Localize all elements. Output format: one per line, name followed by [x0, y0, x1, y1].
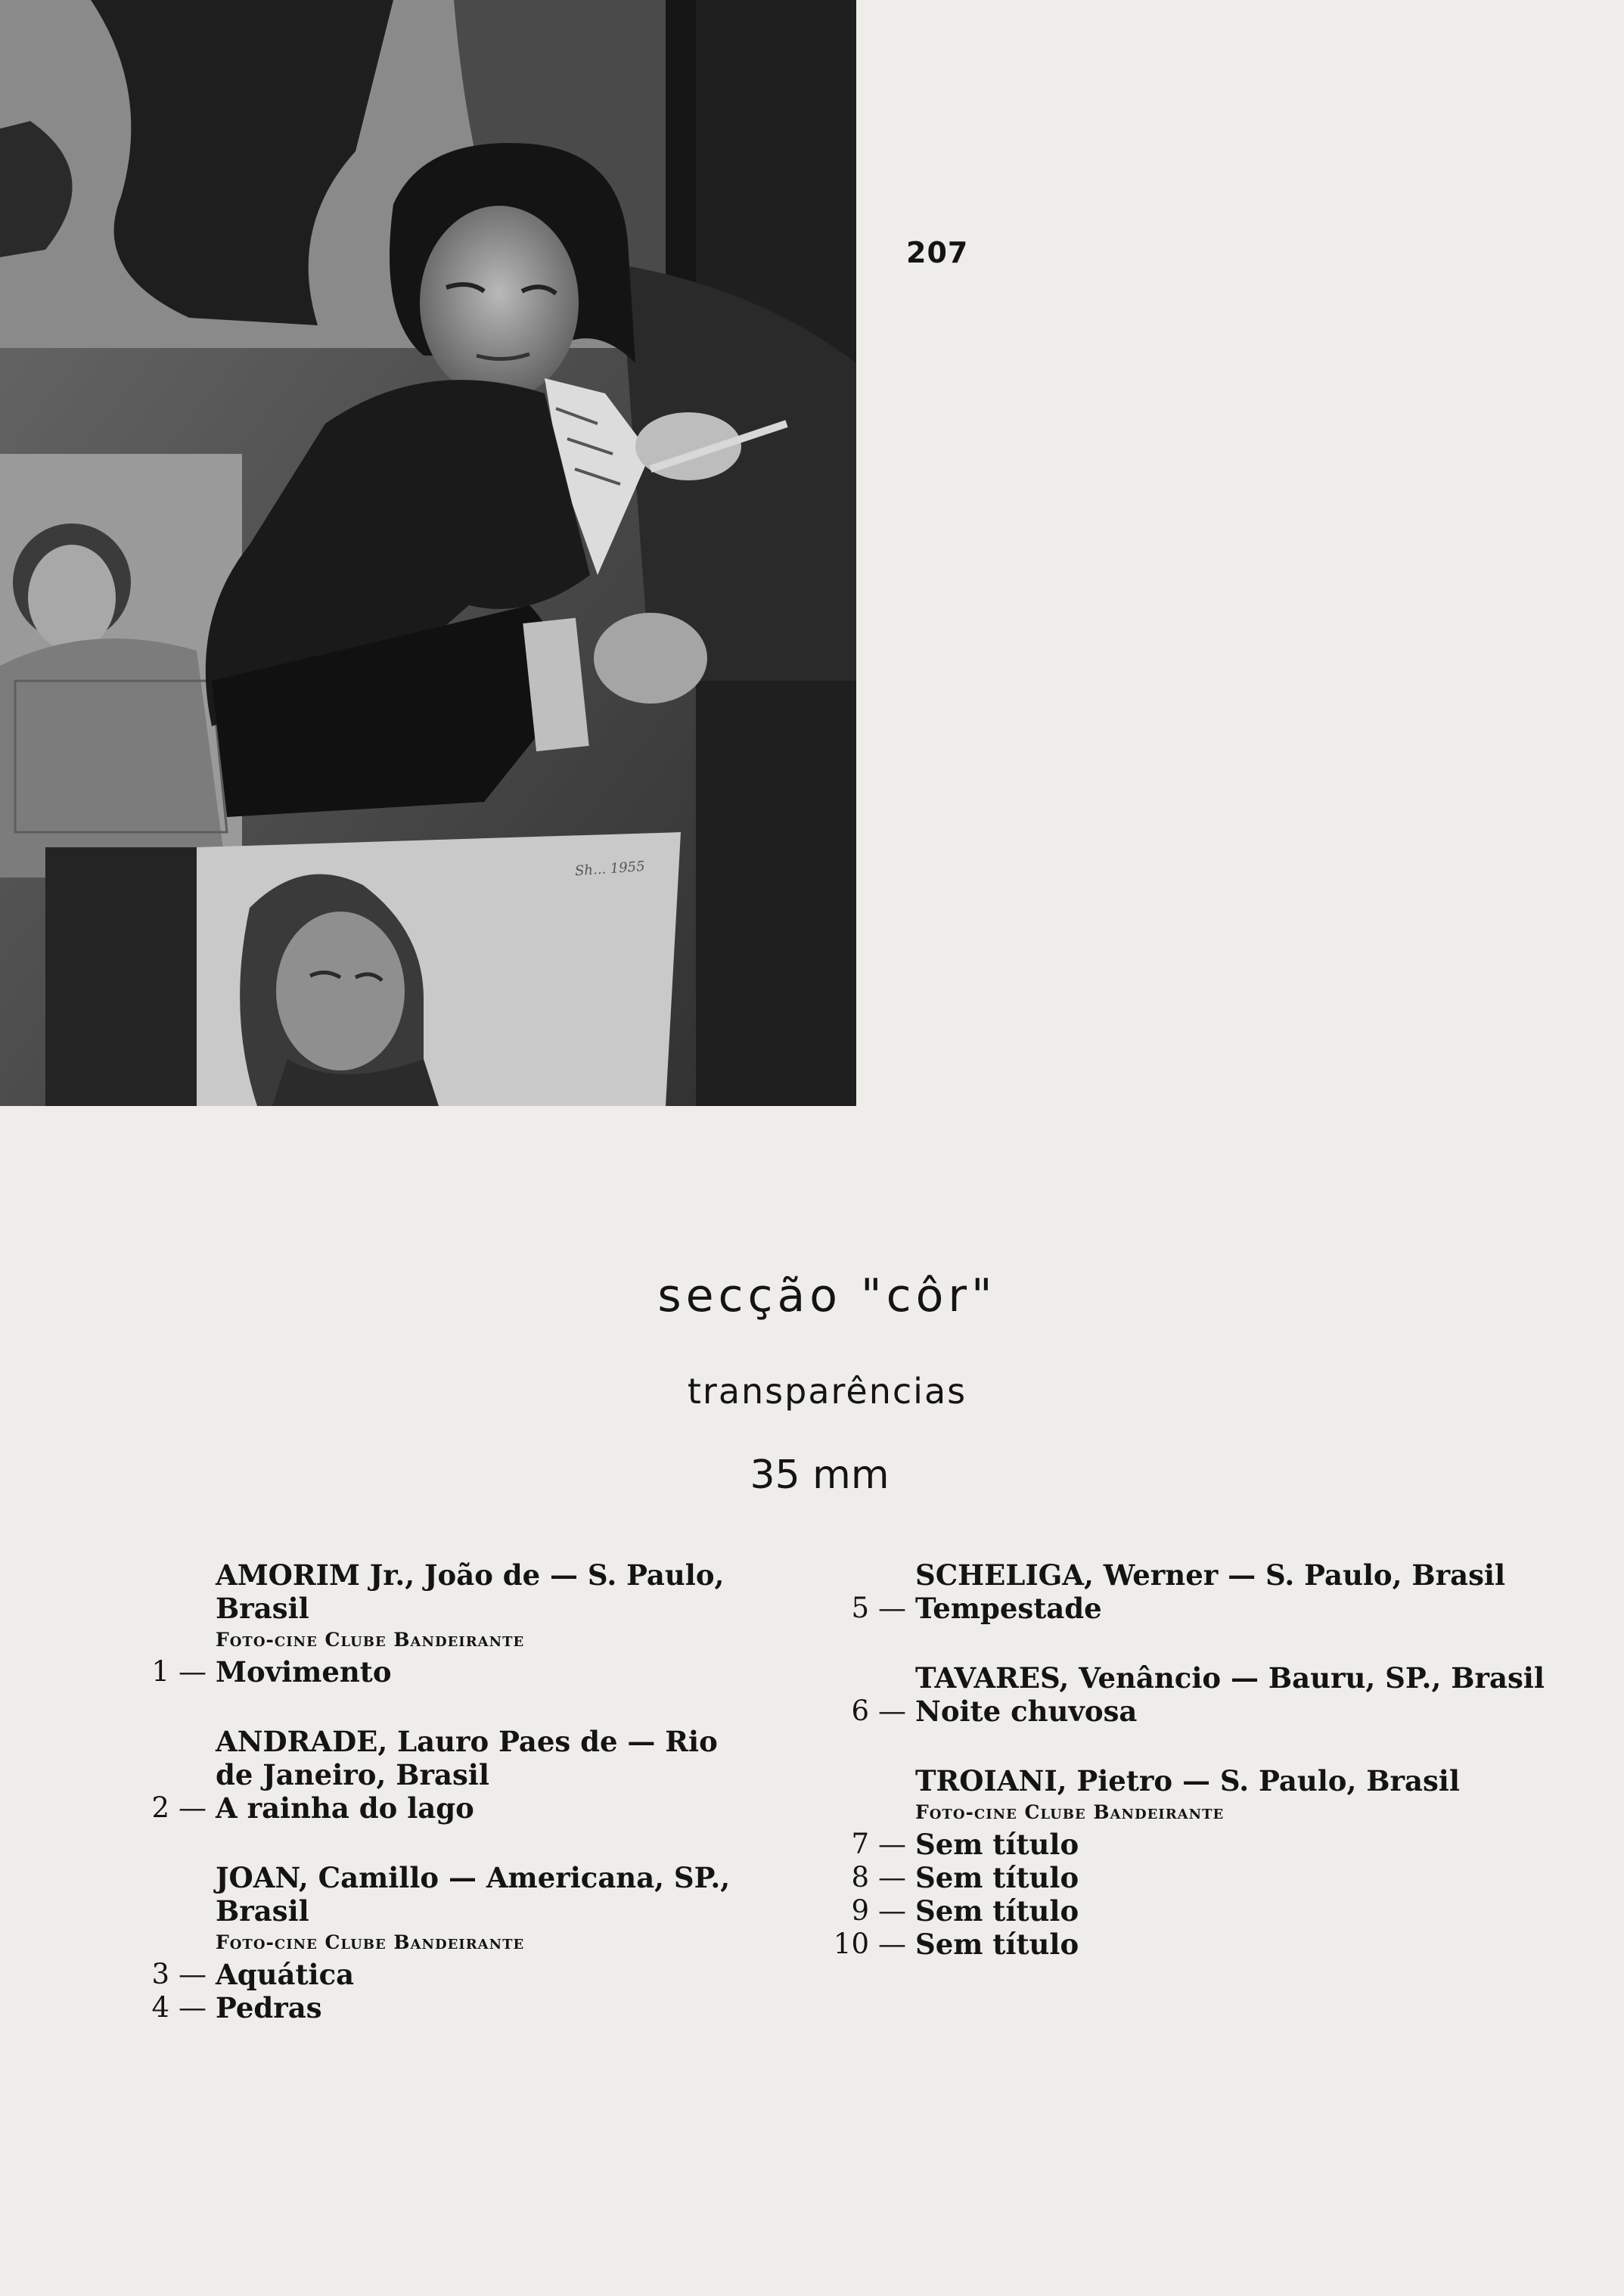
- work-number: 2: [151, 1791, 169, 1824]
- film-format: 35 mm: [750, 1452, 890, 1498]
- work-number: 10: [833, 1928, 869, 1960]
- left-column: [113, 1558, 764, 2061]
- entry-club: Foto-cine Clube Bandeirante: [216, 1931, 525, 1953]
- work-title: A rainha do lago: [216, 1791, 474, 1825]
- right-column: [813, 1558, 1577, 1997]
- catalogue-entry: [113, 1558, 764, 1689]
- work-title: Sem título: [915, 1928, 1079, 1961]
- work-item: [813, 1861, 1577, 1894]
- catalogue-entry: [113, 1725, 764, 1825]
- work-title: Sem título: [915, 1861, 1079, 1894]
- work-number: 8: [851, 1861, 869, 1894]
- entry-author: ANDRADE, Lauro Paes de — Rio de Janeiro, Brasil: [216, 1725, 718, 1791]
- work-item: [813, 1592, 1577, 1625]
- work-dash: —: [878, 1695, 906, 1727]
- work-item: [113, 1991, 764, 2024]
- work-dash: —: [878, 1861, 906, 1894]
- work-dash: —: [878, 1894, 906, 1927]
- work-dash: —: [179, 1655, 206, 1688]
- work-title: Sem título: [915, 1828, 1079, 1861]
- work-title: Aquática: [216, 1958, 355, 1991]
- work-item: [813, 1894, 1577, 1928]
- work-title: Movimento: [216, 1655, 392, 1689]
- painting-signature: Sh... 1955: [574, 858, 646, 880]
- entry-author: SCHELIGA, Werner — S. Paulo, Brasil: [915, 1558, 1506, 1592]
- work-dash: —: [179, 1991, 206, 2024]
- work-number: 7: [851, 1828, 869, 1860]
- catalogue-entry: [813, 1558, 1577, 1625]
- catalogue-entry: [813, 1764, 1577, 1961]
- work-number: 5: [851, 1592, 869, 1624]
- work-title: Pedras: [216, 1991, 322, 2024]
- entry-author: AMORIM Jr., João de — S. Paulo, Brasil: [216, 1558, 725, 1625]
- work-title: Tempestade: [915, 1592, 1102, 1625]
- work-number: 3: [151, 1958, 169, 1990]
- entry-club: Foto-cine Clube Bandeirante: [216, 1629, 525, 1651]
- photograph-image: [0, 0, 856, 1106]
- entry-author: JOAN, Camillo — Americana, SP., Brasil: [216, 1861, 731, 1928]
- entry-author: TROIANI, Pietro — S. Paulo, Brasil: [915, 1764, 1460, 1797]
- work-number: 1: [151, 1655, 169, 1688]
- work-dash: —: [878, 1592, 906, 1624]
- work-number: 4: [151, 1991, 169, 2024]
- work-title: Sem título: [915, 1894, 1079, 1928]
- entry-club: Foto-cine Clube Bandeirante: [915, 1801, 1225, 1823]
- work-dash: —: [179, 1791, 206, 1824]
- work-item: [813, 1695, 1577, 1728]
- page-number: 207: [906, 236, 969, 269]
- section-subtitle: transparências: [687, 1371, 967, 1412]
- work-item: [813, 1828, 1577, 1861]
- catalogue-entry: [813, 1661, 1577, 1728]
- work-item: [113, 1655, 764, 1689]
- work-dash: —: [878, 1928, 906, 1960]
- work-item: [813, 1928, 1577, 1961]
- work-dash: —: [179, 1958, 206, 1990]
- section-title: secção "côr": [657, 1269, 997, 1322]
- catalogue-entry: [113, 1861, 764, 2024]
- work-number: 9: [851, 1894, 869, 1927]
- work-dash: —: [878, 1828, 906, 1860]
- entry-author: TAVARES, Venâncio — Bauru, SP., Brasil: [915, 1661, 1545, 1695]
- artist-photograph: [0, 0, 856, 1106]
- work-item: [113, 1791, 764, 1825]
- work-item: [113, 1958, 764, 1991]
- work-number: 6: [851, 1695, 869, 1727]
- work-title: Noite chuvosa: [915, 1695, 1138, 1728]
